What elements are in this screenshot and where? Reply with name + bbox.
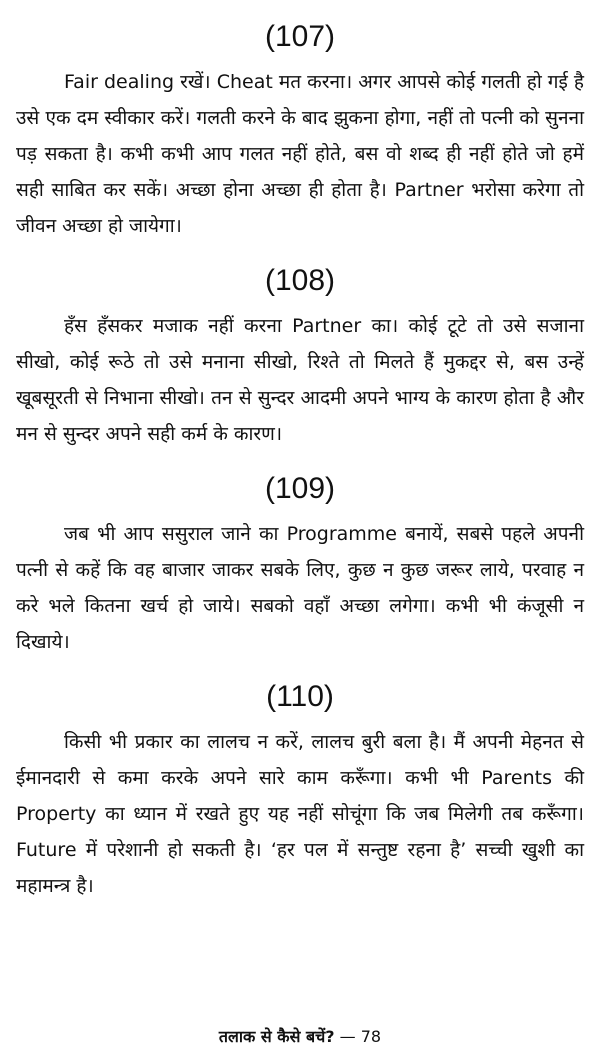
section-107 <box>16 18 584 244</box>
section-number: (108) <box>264 264 336 297</box>
section-paragraph: हँस हँसकर मजाक नहीं करना Partner का। कोई टूटे तो उसे सजाना सीखो, कोई रूठे तो उसे मनाना सीखो, रिश्ते तो मिलते हैं मुकद्दर से, बस उन्हें खूबसूरती से निभाना सीखो। तन से सुन्दर आदमी अपने भाग्य के कारण होता है और मन से सुन्दर अपने सही कर्म के कारण। <box>16 315 584 445</box>
section-number: (107) <box>264 20 336 53</box>
section-paragraph: Fair dealing रखें। Cheat मत करना। अगर आपसे कोई गलती हो गई है उसे एक दम स्वीकार करें। गलती करने के बाद झुकना होगा, नहीं तो पत्नी को सुनना पड़ सकता है। कभी कभी आप गलत नहीं होते, बस वो शब्द ही नहीं होते जो हमें सही साबित कर सकें। अच्छा होना अच्छा ही होता है। Partner भरोसा करेगा तो जीवन अच्छा हो जायेगा। <box>16 71 584 237</box>
section-number: (109) <box>264 472 336 505</box>
page-number: 78 <box>360 1027 382 1046</box>
page-footer <box>0 1025 600 1049</box>
footer-separator: — <box>339 1027 356 1046</box>
section-109 <box>16 470 584 660</box>
book-title: तलाक से कैसे बचें? <box>218 1027 335 1046</box>
section-paragraph: जब भी आप ससुराल जाने का Programme बनायें, सबसे पहले अपनी पत्नी से कहें कि वह बाजार जाकर सबके लिए, कुछ न कुछ जरूर लाये, परवाह न करे भले कितना खर्च हो जाये। सबको वहाँ अच्छा लगेगा। कभी भी कंजूसी न दिखाये। <box>16 523 584 653</box>
section-110 <box>16 678 584 904</box>
section-108 <box>16 262 584 452</box>
section-number: (110) <box>266 680 334 713</box>
section-paragraph: किसी भी प्रकार का लालच न करें, लालच बुरी बला है। मैं अपनी मेहनत से ईमानदारी से कमा करके अपने सारे काम करूँगा। कभी भी Parents की Property का ध्यान में रखते हुए यह नहीं सोचूंगा कि जब मिलेगी तब करूँगा। Future में परेशानी हो सकती है। ‘हर पल में सन्तुष्ट रहना है’ सच्ची खुशी का महामन्त्र है। <box>16 731 584 897</box>
